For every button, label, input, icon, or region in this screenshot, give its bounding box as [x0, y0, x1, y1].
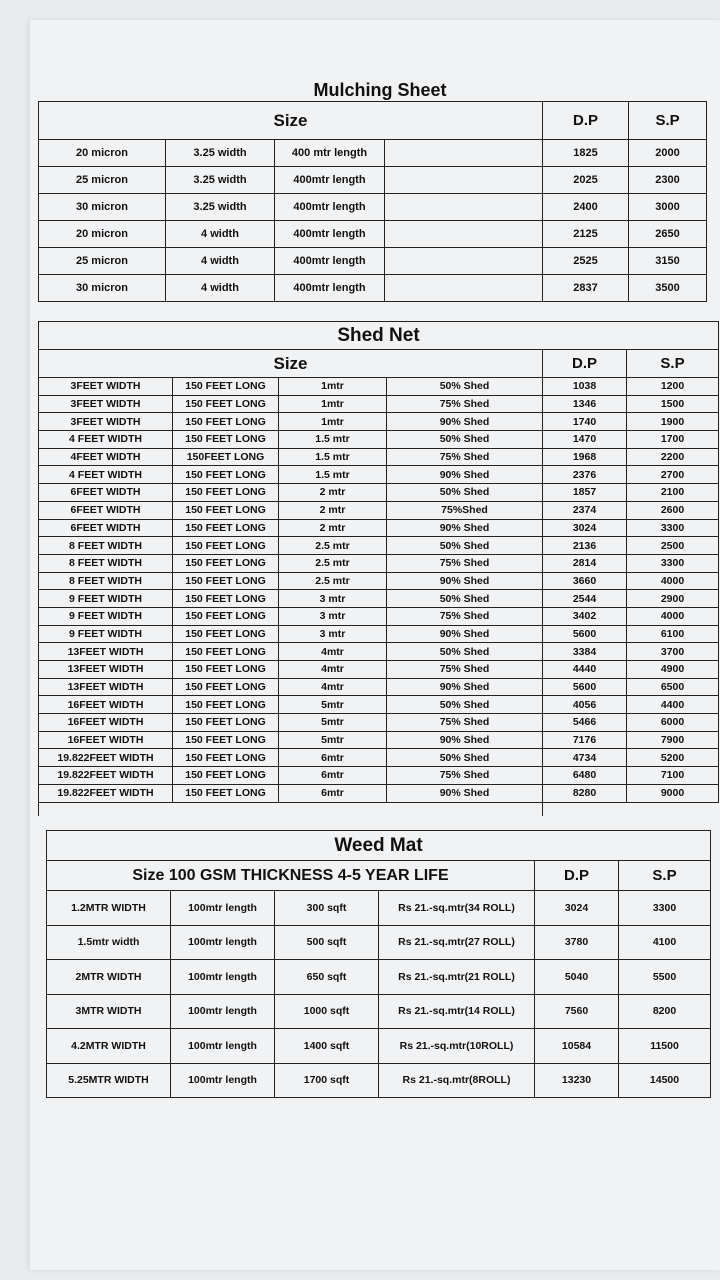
shednet-cell-sp: 2700 — [627, 466, 719, 484]
shednet-cell-sp: 2600 — [627, 501, 719, 519]
shednet-cell-dp: 8280 — [543, 784, 627, 802]
weedmat-cell-sqft: 1700 sqft — [275, 1063, 379, 1098]
weedmat-row — [47, 1063, 711, 1098]
weedmat-cell-sp: 4100 — [619, 925, 711, 960]
shednet-cell-dp: 4440 — [543, 661, 627, 679]
shednet-row — [39, 607, 719, 625]
shednet-cell-dp: 1470 — [543, 431, 627, 449]
shednet-cell-shed: 90% Shed — [387, 413, 543, 431]
mulching-cell-sp: 2650 — [629, 221, 707, 248]
shednet-cell-length: 150 FEET LONG — [173, 607, 279, 625]
shednet-cell-length: 150 FEET LONG — [173, 501, 279, 519]
shednet-cell-shed: 90% Shed — [387, 625, 543, 643]
weedmat-dp-header: D.P — [535, 861, 619, 891]
shednet-cell-shed: 90% Shed — [387, 466, 543, 484]
mulching-cell-micron: 30 micron — [39, 194, 166, 221]
shednet-cell-sp: 4000 — [627, 607, 719, 625]
shednet-cell-sp: 2900 — [627, 590, 719, 608]
shednet-cell-mtr: 2.5 mtr — [279, 572, 387, 590]
weedmat-cell-width: 1.2MTR WIDTH — [47, 891, 171, 926]
weedmat-cell-sp: 5500 — [619, 960, 711, 995]
shednet-row — [39, 714, 719, 732]
mulching-cell-micron: 30 micron — [39, 275, 166, 302]
shednet-cell-mtr: 3 mtr — [279, 625, 387, 643]
weedmat-cell-rate: Rs 21.-sq.mtr(34 ROLL) — [379, 891, 535, 926]
shednet-cell-length: 150 FEET LONG — [173, 749, 279, 767]
shednet-cell-sp: 1500 — [627, 395, 719, 413]
mulching-row — [39, 221, 707, 248]
shednet-cell-length: 150 FEET LONG — [173, 554, 279, 572]
weedmat-title: Weed Mat — [47, 831, 711, 861]
mulching-title: Mulching Sheet — [313, 80, 447, 100]
shednet-row — [39, 554, 719, 572]
mulching-body — [39, 140, 707, 302]
shednet-cell-sp: 1900 — [627, 413, 719, 431]
shednet-cell-dp: 2814 — [543, 554, 627, 572]
shednet-cell-mtr: 2.5 mtr — [279, 537, 387, 555]
weedmat-cell-length: 100mtr length — [171, 1063, 275, 1098]
shednet-spacer — [39, 802, 543, 816]
mulching-cell-dp: 2025 — [543, 167, 629, 194]
shednet-cell-width: 4 FEET WIDTH — [39, 466, 173, 484]
shednet-cell-dp: 5600 — [543, 625, 627, 643]
shednet-cell-shed: 75% Shed — [387, 554, 543, 572]
mulching-cell-sp: 3000 — [629, 194, 707, 221]
shednet-cell-dp: 2544 — [543, 590, 627, 608]
shednet-cell-sp: 1200 — [627, 378, 719, 396]
shednet-cell-mtr: 1.5 mtr — [279, 431, 387, 449]
shednet-cell-mtr: 1mtr — [279, 413, 387, 431]
weedmat-cell-width: 3MTR WIDTH — [47, 994, 171, 1029]
weedmat-cell-sqft: 300 sqft — [275, 891, 379, 926]
weedmat-cell-length: 100mtr length — [171, 891, 275, 926]
weedmat-row — [47, 925, 711, 960]
shednet-cell-mtr: 2 mtr — [279, 501, 387, 519]
shednet-cell-dp: 4056 — [543, 696, 627, 714]
mulching-cell-dp: 1825 — [543, 140, 629, 167]
shednet-row — [39, 696, 719, 714]
weedmat-body — [47, 891, 711, 1098]
mulching-cell-blank — [385, 167, 543, 194]
shednet-sp-header: S.P — [627, 350, 719, 378]
shednet-row — [39, 466, 719, 484]
shednet-cell-length: 150 FEET LONG — [173, 484, 279, 502]
shednet-cell-shed: 50% Shed — [387, 643, 543, 661]
shednet-cell-mtr: 4mtr — [279, 678, 387, 696]
shednet-cell-mtr: 1.5 mtr — [279, 466, 387, 484]
shednet-row — [39, 501, 719, 519]
shednet-cell-dp: 5466 — [543, 714, 627, 732]
weedmat-cell-sqft: 650 sqft — [275, 960, 379, 995]
shednet-row — [39, 678, 719, 696]
shednet-cell-width: 16FEET WIDTH — [39, 714, 173, 732]
mulching-cell-dp: 2125 — [543, 221, 629, 248]
weedmat-cell-dp: 10584 — [535, 1029, 619, 1064]
shednet-cell-sp: 2200 — [627, 448, 719, 466]
mulching-cell-width: 3.25 width — [166, 140, 275, 167]
weedmat-sp-header: S.P — [619, 861, 711, 891]
shednet-cell-sp: 3700 — [627, 643, 719, 661]
shednet-cell-length: 150 FEET LONG — [173, 378, 279, 396]
shednet-cell-length: 150 FEET LONG — [173, 466, 279, 484]
shednet-cell-sp: 3300 — [627, 519, 719, 537]
shednet-cell-length: 150 FEET LONG — [173, 519, 279, 537]
shednet-cell-width: 4FEET WIDTH — [39, 448, 173, 466]
mulching-dp-header: D.P — [543, 102, 629, 140]
shednet-row — [39, 767, 719, 785]
shednet-table — [38, 321, 719, 816]
shednet-cell-length: 150 FEET LONG — [173, 767, 279, 785]
shednet-cell-mtr: 5mtr — [279, 696, 387, 714]
shednet-cell-dp: 5600 — [543, 678, 627, 696]
mulching-cell-length: 400mtr length — [275, 248, 385, 275]
mulching-row — [39, 194, 707, 221]
mulching-cell-blank — [385, 194, 543, 221]
weedmat-row — [47, 960, 711, 995]
weedmat-cell-rate: Rs 21.-sq.mtr(27 ROLL) — [379, 925, 535, 960]
mulching-cell-micron: 25 micron — [39, 248, 166, 275]
mulching-cell-width: 4 width — [166, 248, 275, 275]
mulching-cell-micron: 20 micron — [39, 140, 166, 167]
shednet-cell-width: 19.822FEET WIDTH — [39, 784, 173, 802]
shednet-cell-sp: 5200 — [627, 749, 719, 767]
mulching-cell-length: 400mtr length — [275, 275, 385, 302]
weedmat-cell-dp: 3780 — [535, 925, 619, 960]
mulching-cell-sp: 3500 — [629, 275, 707, 302]
shednet-cell-mtr: 1mtr — [279, 395, 387, 413]
shednet-cell-length: 150 FEET LONG — [173, 572, 279, 590]
shednet-cell-sp: 2100 — [627, 484, 719, 502]
mulching-cell-blank — [385, 140, 543, 167]
mulching-cell-micron: 25 micron — [39, 167, 166, 194]
shednet-row — [39, 519, 719, 537]
shednet-cell-dp: 2374 — [543, 501, 627, 519]
shednet-cell-dp: 1857 — [543, 484, 627, 502]
shednet-cell-sp: 7900 — [627, 731, 719, 749]
shednet-cell-length: 150 FEET LONG — [173, 537, 279, 555]
shednet-cell-dp: 7176 — [543, 731, 627, 749]
shednet-cell-length: 150 FEET LONG — [173, 431, 279, 449]
shednet-cell-sp: 4000 — [627, 572, 719, 590]
shednet-cell-length: 150 FEET LONG — [173, 661, 279, 679]
shednet-cell-width: 9 FEET WIDTH — [39, 590, 173, 608]
weedmat-cell-rate: Rs 21.-sq.mtr(14 ROLL) — [379, 994, 535, 1029]
shednet-cell-length: 150 FEET LONG — [173, 714, 279, 732]
shednet-cell-sp: 2500 — [627, 537, 719, 555]
shednet-cell-shed: 50% Shed — [387, 696, 543, 714]
shednet-cell-width: 16FEET WIDTH — [39, 696, 173, 714]
shednet-cell-width: 8 FEET WIDTH — [39, 572, 173, 590]
shednet-cell-width: 9 FEET WIDTH — [39, 625, 173, 643]
mulching-cell-blank — [385, 248, 543, 275]
shednet-cell-length: 150 FEET LONG — [173, 413, 279, 431]
weedmat-cell-rate: Rs 21.-sq.mtr(8ROLL) — [379, 1063, 535, 1098]
shednet-cell-mtr: 6mtr — [279, 767, 387, 785]
weedmat-cell-width: 2MTR WIDTH — [47, 960, 171, 995]
mulching-row — [39, 140, 707, 167]
weedmat-cell-dp: 5040 — [535, 960, 619, 995]
shednet-row — [39, 749, 719, 767]
shednet-cell-shed: 50% Shed — [387, 749, 543, 767]
mulching-size-header: Size — [39, 102, 543, 140]
shednet-cell-width: 9 FEET WIDTH — [39, 607, 173, 625]
shednet-cell-width: 16FEET WIDTH — [39, 731, 173, 749]
shednet-cell-shed: 50% Shed — [387, 484, 543, 502]
shednet-cell-width: 8 FEET WIDTH — [39, 537, 173, 555]
shednet-cell-dp: 1346 — [543, 395, 627, 413]
weedmat-cell-dp: 3024 — [535, 891, 619, 926]
weedmat-cell-sp: 3300 — [619, 891, 711, 926]
shednet-cell-width: 13FEET WIDTH — [39, 661, 173, 679]
shednet-cell-mtr: 6mtr — [279, 749, 387, 767]
shednet-row — [39, 643, 719, 661]
shednet-cell-sp: 7100 — [627, 767, 719, 785]
shednet-row — [39, 784, 719, 802]
weedmat-size-header: Size 100 GSM THICKNESS 4-5 YEAR LIFE — [47, 861, 535, 891]
weedmat-row — [47, 1029, 711, 1064]
shednet-size-header: Size — [39, 350, 543, 378]
shednet-cell-width: 3FEET WIDTH — [39, 395, 173, 413]
shednet-row — [39, 431, 719, 449]
weedmat-cell-length: 100mtr length — [171, 994, 275, 1029]
shednet-cell-shed: 50% Shed — [387, 590, 543, 608]
shednet-cell-mtr: 5mtr — [279, 731, 387, 749]
mulching-row — [39, 275, 707, 302]
weedmat-cell-rate: Rs 21.-sq.mtr(10ROLL) — [379, 1029, 535, 1064]
shednet-cell-mtr: 3 mtr — [279, 607, 387, 625]
mulching-cell-length: 400mtr length — [275, 221, 385, 248]
mulching-cell-micron: 20 micron — [39, 221, 166, 248]
shednet-cell-sp: 4900 — [627, 661, 719, 679]
shednet-cell-mtr: 2.5 mtr — [279, 554, 387, 572]
weedmat-cell-sp: 14500 — [619, 1063, 711, 1098]
shednet-cell-width: 4 FEET WIDTH — [39, 431, 173, 449]
weedmat-cell-width: 4.2MTR WIDTH — [47, 1029, 171, 1064]
mulching-cell-width: 3.25 width — [166, 167, 275, 194]
weedmat-cell-sqft: 1000 sqft — [275, 994, 379, 1029]
shednet-row — [39, 413, 719, 431]
shednet-cell-shed: 75% Shed — [387, 661, 543, 679]
shednet-cell-shed: 90% Shed — [387, 784, 543, 802]
weedmat-cell-width: 5.25MTR WIDTH — [47, 1063, 171, 1098]
mulching-cell-sp: 2000 — [629, 140, 707, 167]
shednet-row — [39, 484, 719, 502]
shednet-cell-dp: 3384 — [543, 643, 627, 661]
shednet-cell-width: 13FEET WIDTH — [39, 643, 173, 661]
mulching-cell-dp: 2837 — [543, 275, 629, 302]
mulching-cell-length: 400mtr length — [275, 167, 385, 194]
shednet-body — [39, 378, 719, 803]
mulching-cell-dp: 2400 — [543, 194, 629, 221]
shednet-cell-dp: 3660 — [543, 572, 627, 590]
weedmat-cell-length: 100mtr length — [171, 1029, 275, 1064]
shednet-cell-mtr: 3 mtr — [279, 590, 387, 608]
weedmat-table — [46, 830, 711, 1098]
shednet-cell-shed: 75% Shed — [387, 395, 543, 413]
shednet-cell-mtr: 5mtr — [279, 714, 387, 732]
shednet-cell-sp: 1700 — [627, 431, 719, 449]
shednet-row — [39, 572, 719, 590]
shednet-cell-mtr: 2 mtr — [279, 484, 387, 502]
shednet-cell-length: 150 FEET LONG — [173, 625, 279, 643]
mulching-row — [39, 248, 707, 275]
shednet-dp-header: D.P — [543, 350, 627, 378]
mulching-sp-header: S.P — [629, 102, 707, 140]
shednet-cell-width: 19.822FEET WIDTH — [39, 767, 173, 785]
shednet-cell-width: 8 FEET WIDTH — [39, 554, 173, 572]
shednet-cell-length: 150 FEET LONG — [173, 395, 279, 413]
weedmat-cell-width: 1.5mtr width — [47, 925, 171, 960]
shednet-cell-dp: 4734 — [543, 749, 627, 767]
mulching-cell-width: 3.25 width — [166, 194, 275, 221]
shednet-cell-shed: 75%Shed — [387, 501, 543, 519]
shednet-cell-sp: 3300 — [627, 554, 719, 572]
shednet-cell-dp: 6480 — [543, 767, 627, 785]
shednet-cell-mtr: 1.5 mtr — [279, 448, 387, 466]
shednet-cell-shed: 90% Shed — [387, 731, 543, 749]
shednet-cell-length: 150 FEET LONG — [173, 643, 279, 661]
shednet-cell-shed: 50% Shed — [387, 537, 543, 555]
mulching-row — [39, 167, 707, 194]
weedmat-row — [47, 891, 711, 926]
shednet-cell-shed: 50% Shed — [387, 378, 543, 396]
shednet-cell-width: 6FEET WIDTH — [39, 484, 173, 502]
mulching-cell-blank — [385, 275, 543, 302]
weedmat-cell-sp: 8200 — [619, 994, 711, 1029]
mulching-cell-sp: 3150 — [629, 248, 707, 275]
shednet-row — [39, 537, 719, 555]
shednet-spacer-right — [543, 802, 719, 816]
mulching-cell-width: 4 width — [166, 275, 275, 302]
shednet-cell-width: 13FEET WIDTH — [39, 678, 173, 696]
mulching-table — [38, 101, 707, 302]
shednet-cell-sp: 6100 — [627, 625, 719, 643]
shednet-row — [39, 625, 719, 643]
shednet-cell-length: 150 FEET LONG — [173, 731, 279, 749]
shednet-cell-length: 150FEET LONG — [173, 448, 279, 466]
shednet-cell-dp: 2376 — [543, 466, 627, 484]
mulching-cell-blank — [385, 221, 543, 248]
shednet-cell-width: 6FEET WIDTH — [39, 519, 173, 537]
shednet-cell-mtr: 6mtr — [279, 784, 387, 802]
weedmat-cell-dp: 13230 — [535, 1063, 619, 1098]
shednet-row — [39, 731, 719, 749]
shednet-cell-shed: 75% Shed — [387, 607, 543, 625]
mulching-cell-width: 4 width — [166, 221, 275, 248]
mulching-cell-sp: 2300 — [629, 167, 707, 194]
shednet-row — [39, 448, 719, 466]
weedmat-cell-dp: 7560 — [535, 994, 619, 1029]
shednet-cell-shed: 50% Shed — [387, 431, 543, 449]
mulching-cell-length: 400 mtr length — [275, 140, 385, 167]
shednet-cell-width: 3FEET WIDTH — [39, 378, 173, 396]
shednet-row — [39, 590, 719, 608]
shednet-cell-length: 150 FEET LONG — [173, 784, 279, 802]
shednet-row — [39, 378, 719, 396]
shednet-cell-mtr: 4mtr — [279, 643, 387, 661]
shednet-cell-dp: 2136 — [543, 537, 627, 555]
shednet-cell-width: 19.822FEET WIDTH — [39, 749, 173, 767]
shednet-cell-shed: 90% Shed — [387, 519, 543, 537]
shednet-cell-sp: 4400 — [627, 696, 719, 714]
weedmat-cell-sp: 11500 — [619, 1029, 711, 1064]
shednet-row — [39, 661, 719, 679]
shednet-cell-mtr: 2 mtr — [279, 519, 387, 537]
shednet-cell-dp: 3402 — [543, 607, 627, 625]
shednet-cell-mtr: 4mtr — [279, 661, 387, 679]
shednet-cell-sp: 9000 — [627, 784, 719, 802]
shednet-cell-width: 3FEET WIDTH — [39, 413, 173, 431]
shednet-cell-dp: 1968 — [543, 448, 627, 466]
shednet-cell-mtr: 1mtr — [279, 378, 387, 396]
shednet-cell-shed: 75% Shed — [387, 767, 543, 785]
shednet-cell-length: 150 FEET LONG — [173, 696, 279, 714]
mulching-cell-length: 400mtr length — [275, 194, 385, 221]
weedmat-cell-length: 100mtr length — [171, 925, 275, 960]
shednet-title: Shed Net — [39, 322, 719, 350]
shednet-cell-shed: 75% Shed — [387, 448, 543, 466]
weedmat-cell-sqft: 500 sqft — [275, 925, 379, 960]
shednet-cell-shed: 90% Shed — [387, 572, 543, 590]
weedmat-row — [47, 994, 711, 1029]
shednet-row — [39, 395, 719, 413]
shednet-cell-length: 150 FEET LONG — [173, 678, 279, 696]
shednet-cell-shed: 75% Shed — [387, 714, 543, 732]
shednet-cell-dp: 1740 — [543, 413, 627, 431]
weedmat-cell-rate: Rs 21.-sq.mtr(21 ROLL) — [379, 960, 535, 995]
shednet-cell-dp: 3024 — [543, 519, 627, 537]
shednet-cell-sp: 6000 — [627, 714, 719, 732]
weedmat-cell-sqft: 1400 sqft — [275, 1029, 379, 1064]
weedmat-cell-length: 100mtr length — [171, 960, 275, 995]
mulching-cell-dp: 2525 — [543, 248, 629, 275]
shednet-cell-sp: 6500 — [627, 678, 719, 696]
shednet-cell-shed: 90% Shed — [387, 678, 543, 696]
shednet-cell-length: 150 FEET LONG — [173, 590, 279, 608]
shednet-cell-width: 6FEET WIDTH — [39, 501, 173, 519]
shednet-cell-dp: 1038 — [543, 378, 627, 396]
